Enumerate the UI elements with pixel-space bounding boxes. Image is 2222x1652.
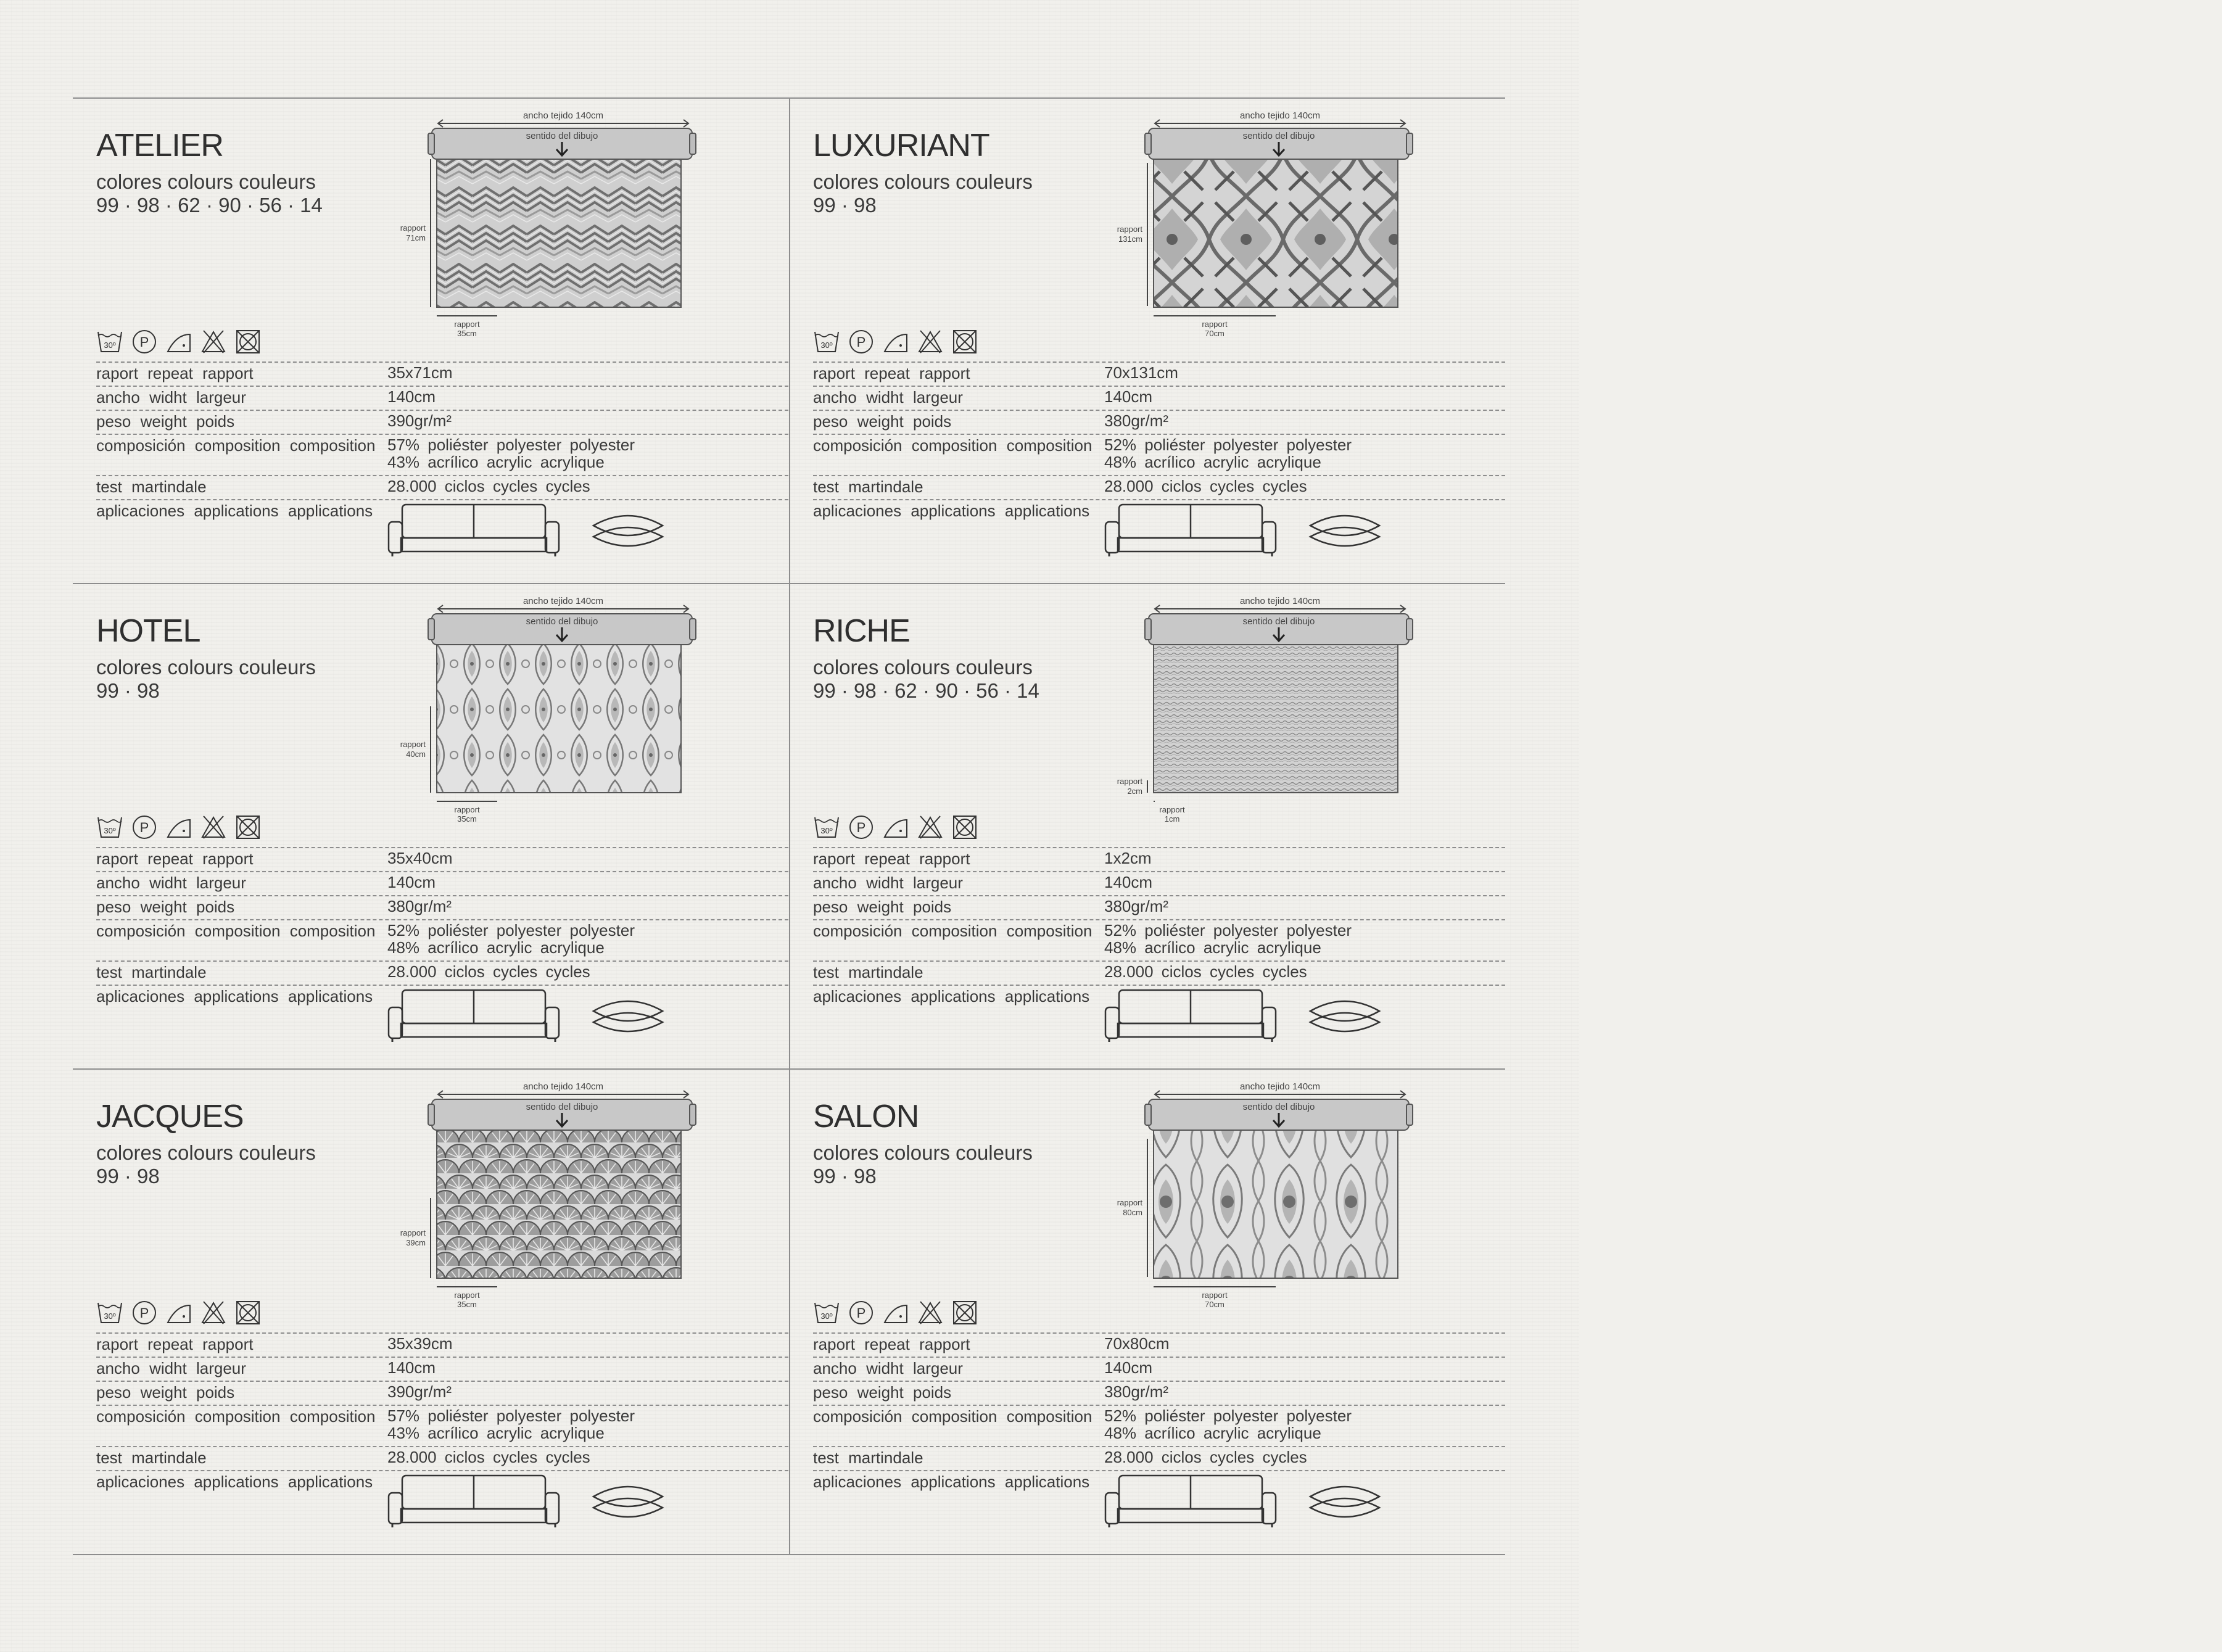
dry-clean-p-icon	[131, 814, 158, 841]
spec-label: raport repeat rapport	[813, 1335, 970, 1353]
product-card-luxuriant	[790, 97, 1505, 583]
wash-30-icon	[96, 328, 123, 355]
no-tumble-dry-icon	[951, 814, 978, 841]
spec-value: 28.000 ciclos cycles cycles	[387, 962, 590, 981]
spec-row-repeat	[96, 361, 788, 386]
rapport-horizontal-label: rapport	[1202, 1291, 1228, 1300]
spec-label: test martindale	[813, 963, 923, 981]
fabric-roll-diagram	[1117, 110, 1505, 369]
no-tumble-dry-icon	[234, 1299, 262, 1326]
spec-value: 52% poliéster polyester polyester 48% acrílico acrylic acrylique	[1104, 1406, 1352, 1442]
dry-clean-p-icon	[131, 1299, 158, 1326]
product-name: HOTEL	[96, 613, 200, 649]
svg-text:30º: 30º	[820, 1311, 833, 1321]
care-icons	[96, 1299, 262, 1326]
wash-30-icon	[96, 814, 123, 841]
wash-30-icon	[96, 1299, 123, 1326]
dry-clean-p-icon	[131, 328, 158, 355]
fabric-roll-diagram	[400, 1081, 788, 1340]
spec-row-martindale	[96, 475, 788, 500]
spec-value: 380gr/m²	[1104, 411, 1169, 430]
line-dry-icon	[882, 814, 909, 841]
spec-value: 57% poliéster polyester polyester 43% acrílico acrylic acrylique	[387, 436, 635, 471]
spec-label: raport repeat rapport	[96, 364, 254, 382]
applications-icons	[1104, 501, 1388, 563]
spec-row-martindale	[813, 960, 1505, 985]
spec-row-weight	[96, 1381, 788, 1405]
spec-row-repeat	[96, 847, 788, 872]
vertical-rapport	[400, 159, 431, 307]
spec-label: aplicaciones applications applications	[813, 1472, 1090, 1491]
spec-row-width	[813, 386, 1505, 410]
rapport-horizontal-value: 70cm	[1205, 329, 1225, 338]
spec-value: 380gr/m²	[387, 897, 452, 915]
roll-end-right	[690, 619, 696, 640]
care-icons	[813, 328, 978, 355]
wash-30-icon	[813, 328, 840, 355]
spec-label: ancho widht largeur	[813, 388, 963, 407]
spec-value: 52% poliéster polyester polyester 48% acrílico acrylic acrylique	[387, 921, 635, 957]
horizontal-rapport	[437, 801, 497, 824]
spec-label: ancho widht largeur	[813, 873, 963, 892]
pattern-swatch	[1154, 159, 1398, 307]
spec-label: test martindale	[96, 963, 207, 981]
sofa-icon	[1105, 505, 1276, 556]
product-card-jacques	[73, 1068, 788, 1554]
fabric-width-label: ancho tejido 140cm	[522, 1081, 604, 1092]
spec-row-composition	[813, 1405, 1505, 1447]
rapport-horizontal-value: 70cm	[1205, 1300, 1225, 1309]
roll-end-left	[428, 133, 434, 154]
rapport-vertical-value: 39cm	[406, 1238, 426, 1247]
vertical-rapport	[400, 1198, 431, 1278]
spec-label: test martindale	[96, 1448, 207, 1467]
spec-label: ancho widht largeur	[96, 873, 246, 892]
colors-label: colores colours couleurs	[96, 656, 316, 679]
spec-row-composition	[96, 434, 788, 476]
rapport-vertical-label: rapport	[400, 223, 426, 233]
spec-value: 70x80cm	[1104, 1334, 1170, 1353]
spec-value: 1x2cm	[1104, 849, 1152, 867]
colors-label: colores colours couleurs	[813, 1141, 1033, 1164]
product-card-riche	[790, 583, 1505, 1068]
roll-end-left	[428, 1104, 434, 1125]
spec-row-weight	[96, 895, 788, 920]
fabric-roll-diagram	[1117, 1081, 1505, 1340]
line-dry-icon	[882, 328, 909, 355]
cushion-icon	[1310, 1487, 1379, 1517]
no-bleach-icon	[200, 328, 227, 355]
rapport-vertical-label: rapport	[1117, 225, 1142, 234]
spec-value: 140cm	[1104, 387, 1153, 406]
pattern-swatch	[1154, 1130, 1398, 1278]
spec-value: 390gr/m²	[387, 1382, 452, 1401]
vertical-rapport	[1117, 163, 1147, 306]
sofa-icon	[1105, 990, 1276, 1042]
spec-value: 52% poliéster polyester polyester 48% acrílico acrylic acrylique	[1104, 436, 1352, 471]
horizontal-rapport	[437, 1287, 497, 1309]
cushion-icon	[1310, 1001, 1379, 1031]
care-icons	[813, 814, 978, 841]
no-tumble-dry-icon	[951, 328, 978, 355]
product-name: JACQUES	[96, 1099, 244, 1134]
spec-row-repeat	[813, 1332, 1505, 1357]
product-name: ATELIER	[96, 128, 223, 163]
rapport-vertical-value: 40cm	[406, 750, 426, 759]
spec-row-repeat	[813, 847, 1505, 872]
wash-30-icon	[813, 814, 840, 841]
no-bleach-icon	[200, 814, 227, 841]
roll-end-right	[1406, 619, 1413, 640]
spec-value: 70x131cm	[1104, 363, 1178, 382]
spec-label: composición composition composition	[96, 922, 376, 940]
spec-label: raport repeat rapport	[96, 1335, 254, 1353]
rapport-horizontal-label: rapport	[454, 1291, 480, 1300]
colors-list: 99 · 98	[96, 679, 160, 702]
fabric-roll-diagram	[400, 595, 788, 854]
line-dry-icon	[165, 1299, 192, 1326]
spec-value: 140cm	[1104, 1358, 1153, 1377]
applications-icons	[387, 501, 671, 563]
sofa-icon	[389, 1476, 559, 1527]
vertical-rapport	[1117, 1139, 1147, 1277]
spec-row-composition	[813, 919, 1505, 961]
rapport-vertical-value: 2cm	[1127, 787, 1142, 796]
pattern-swatch	[437, 1130, 681, 1278]
spec-row-weight	[813, 1381, 1505, 1405]
spec-label: peso weight poids	[96, 412, 235, 431]
spec-value: 35x40cm	[387, 849, 453, 867]
care-icons	[96, 328, 262, 355]
horizontal-rapport	[1154, 1287, 1276, 1309]
spec-value: 57% poliéster polyester polyester 43% acrílico acrylic acrylique	[387, 1406, 635, 1442]
spec-label: raport repeat rapport	[813, 364, 970, 382]
svg-text:30º: 30º	[820, 341, 833, 350]
spec-label: test martindale	[96, 477, 207, 496]
product-name: LUXURIANT	[813, 128, 989, 163]
roll-end-left	[428, 619, 434, 640]
rapport-vertical-value: 71cm	[406, 233, 426, 242]
spec-row-weight	[813, 895, 1505, 920]
spec-label: aplicaciones applications applications	[813, 502, 1090, 520]
no-tumble-dry-icon	[951, 1299, 978, 1326]
direction-label: sentido del dibujo	[1242, 1102, 1315, 1112]
line-dry-icon	[165, 328, 192, 355]
no-bleach-icon	[200, 1299, 227, 1326]
colors-list: 99 · 98	[813, 1165, 877, 1187]
spec-label: peso weight poids	[96, 898, 235, 916]
colors-list: 99 · 98 · 62 · 90 · 56 · 14	[813, 679, 1039, 702]
fabric-width-label: ancho tejido 140cm	[1239, 110, 1321, 121]
direction-label: sentido del dibujo	[526, 616, 598, 627]
spec-row-composition	[96, 919, 788, 961]
spec-row-width	[813, 1357, 1505, 1381]
applications-icons	[1104, 1472, 1388, 1534]
spec-label: aplicaciones applications applications	[813, 987, 1090, 1006]
rapport-vertical-label: rapport	[1117, 777, 1142, 786]
spec-label: peso weight poids	[813, 412, 952, 431]
svg-text:30º: 30º	[104, 1311, 116, 1321]
svg-text:P: P	[139, 820, 149, 835]
colors-list: 99 · 98	[96, 1165, 160, 1187]
product-card-hotel	[73, 583, 788, 1068]
direction-label: sentido del dibujo	[1242, 131, 1315, 141]
svg-text:P: P	[856, 1305, 866, 1321]
svg-text:30º: 30º	[820, 826, 833, 835]
spec-value: 28.000 ciclos cycles cycles	[387, 477, 590, 495]
applications-icons	[387, 1472, 671, 1534]
line-dry-icon	[882, 1299, 909, 1326]
spec-label: raport repeat rapport	[96, 849, 254, 868]
spec-label: test martindale	[813, 1448, 923, 1467]
roll-end-right	[690, 1104, 696, 1125]
spec-value: 140cm	[387, 873, 436, 891]
spec-label: peso weight poids	[813, 1383, 952, 1402]
cushion-icon	[593, 1487, 663, 1517]
roll-end-left	[1145, 1104, 1151, 1125]
rapport-vertical-label: rapport	[400, 1228, 426, 1237]
spec-label: test martindale	[813, 477, 923, 496]
wash-30-icon	[813, 1299, 840, 1326]
colors-label: colores colours couleurs	[96, 170, 316, 193]
cushion-icon	[593, 1001, 663, 1031]
direction-label: sentido del dibujo	[1242, 616, 1315, 627]
spec-row-width	[96, 386, 788, 410]
spec-label: peso weight poids	[96, 1383, 235, 1402]
rapport-vertical-value: 80cm	[1123, 1208, 1142, 1217]
sofa-icon	[389, 990, 559, 1042]
spec-label: aplicaciones applications applications	[96, 1472, 373, 1491]
spec-label: raport repeat rapport	[813, 849, 970, 868]
svg-text:30º: 30º	[104, 826, 116, 835]
colors-label: colores colours couleurs	[96, 1141, 316, 1164]
spec-row-martindale	[96, 960, 788, 985]
rapport-horizontal-label: rapport	[454, 805, 480, 814]
sofa-icon	[389, 505, 559, 556]
fabric-roll-diagram	[400, 110, 788, 369]
spec-value: 28.000 ciclos cycles cycles	[1104, 477, 1307, 495]
product-name: SALON	[813, 1099, 919, 1134]
spec-label: ancho widht largeur	[96, 388, 246, 407]
spec-label: peso weight poids	[813, 898, 952, 916]
care-icons	[96, 814, 262, 841]
roll-end-right	[690, 133, 696, 154]
rapport-horizontal-label: rapport	[454, 320, 480, 329]
roll-end-right	[1406, 133, 1413, 154]
spec-value: 35x39cm	[387, 1334, 453, 1353]
product-card-salon	[790, 1068, 1505, 1554]
applications-icons	[387, 986, 671, 1048]
rapport-horizontal-label: rapport	[1159, 805, 1185, 814]
colors-list: 99 · 98 · 62 · 90 · 56 · 14	[96, 194, 323, 217]
spec-label: composición composition composition	[813, 922, 1092, 940]
spec-label: composición composition composition	[813, 436, 1092, 455]
rapport-horizontal-value: 35cm	[457, 329, 477, 338]
no-bleach-icon	[917, 328, 944, 355]
spec-value: 35x71cm	[387, 363, 453, 382]
spec-row-martindale	[813, 1446, 1505, 1471]
fabric-width-label: ancho tejido 140cm	[522, 110, 604, 121]
spec-value: 380gr/m²	[1104, 897, 1169, 915]
svg-text:P: P	[139, 334, 149, 350]
spec-value: 28.000 ciclos cycles cycles	[387, 1448, 590, 1466]
fabric-roll-diagram	[1117, 595, 1505, 854]
fabric-width-label: ancho tejido 140cm	[1239, 596, 1321, 606]
spec-label: composición composition composition	[96, 1407, 376, 1426]
svg-text:P: P	[856, 334, 866, 350]
spec-value: 52% poliéster polyester polyester 48% acrílico acrylic acrylique	[1104, 921, 1352, 957]
spec-label: composición composition composition	[813, 1407, 1092, 1426]
horizontal-rapport	[1154, 801, 1185, 824]
rapport-horizontal-value: 35cm	[457, 814, 477, 824]
colors-label: colores colours couleurs	[813, 170, 1033, 193]
product-card-atelier	[73, 97, 788, 583]
svg-text:30º: 30º	[104, 341, 116, 350]
pattern-swatch	[437, 645, 681, 793]
rapport-horizontal-label: rapport	[1202, 320, 1228, 329]
spec-label: ancho widht largeur	[813, 1359, 963, 1377]
rapport-horizontal-value: 35cm	[457, 1300, 477, 1309]
spec-row-composition	[813, 434, 1505, 476]
pattern-swatch	[437, 159, 681, 307]
spec-value: 140cm	[387, 1358, 436, 1377]
cushion-icon	[593, 516, 663, 546]
spec-row-weight	[96, 410, 788, 434]
colors-label: colores colours couleurs	[813, 656, 1033, 679]
colors-list: 99 · 98	[813, 194, 877, 217]
rapport-horizontal-value: 1cm	[1164, 814, 1180, 824]
no-bleach-icon	[917, 1299, 944, 1326]
spec-row-martindale	[813, 475, 1505, 500]
spec-row-width	[813, 871, 1505, 896]
spec-row-width	[96, 871, 788, 896]
spec-label: composición composition composition	[96, 436, 376, 455]
spec-value: 390gr/m²	[387, 411, 452, 430]
spec-value: 28.000 ciclos cycles cycles	[1104, 1448, 1307, 1466]
spec-row-composition	[96, 1405, 788, 1447]
product-name: RICHE	[813, 613, 910, 649]
dry-clean-p-icon	[848, 1299, 875, 1326]
spec-row-martindale	[96, 1446, 788, 1471]
pattern-swatch	[1154, 645, 1398, 793]
horizontal-rapport	[1154, 316, 1276, 338]
rapport-vertical-label: rapport	[400, 740, 426, 749]
dry-clean-p-icon	[848, 814, 875, 841]
line-dry-icon	[165, 814, 192, 841]
rapport-vertical-value: 131cm	[1118, 234, 1142, 244]
spec-row-weight	[813, 410, 1505, 434]
spec-label: ancho widht largeur	[96, 1359, 246, 1377]
svg-text:P: P	[856, 820, 866, 835]
spec-value: 140cm	[387, 387, 436, 406]
roll-end-left	[1145, 133, 1151, 154]
vertical-rapport	[400, 706, 431, 793]
spec-row-repeat	[96, 1332, 788, 1357]
cushion-icon	[1310, 516, 1379, 546]
no-bleach-icon	[917, 814, 944, 841]
roll-end-right	[1406, 1104, 1413, 1125]
spec-value: 28.000 ciclos cycles cycles	[1104, 962, 1307, 981]
spec-row-repeat	[813, 361, 1505, 386]
spec-label: aplicaciones applications applications	[96, 502, 373, 520]
fabric-width-label: ancho tejido 140cm	[1239, 1081, 1321, 1092]
fabric-width-label: ancho tejido 140cm	[522, 596, 604, 606]
spec-value: 140cm	[1104, 873, 1153, 891]
spec-value: 380gr/m²	[1104, 1382, 1169, 1401]
no-tumble-dry-icon	[234, 328, 262, 355]
svg-text:P: P	[139, 1305, 149, 1321]
applications-icons	[1104, 986, 1388, 1048]
horizontal-rapport	[437, 316, 497, 338]
direction-label: sentido del dibujo	[526, 1102, 598, 1112]
spec-row-width	[96, 1357, 788, 1381]
roll-end-left	[1145, 619, 1151, 640]
sofa-icon	[1105, 1476, 1276, 1527]
no-tumble-dry-icon	[234, 814, 262, 841]
spec-label: aplicaciones applications applications	[96, 987, 373, 1006]
rapport-vertical-label: rapport	[1117, 1198, 1142, 1207]
vertical-rapport	[1117, 777, 1147, 796]
care-icons	[813, 1299, 978, 1326]
direction-label: sentido del dibujo	[526, 131, 598, 141]
dry-clean-p-icon	[848, 328, 875, 355]
